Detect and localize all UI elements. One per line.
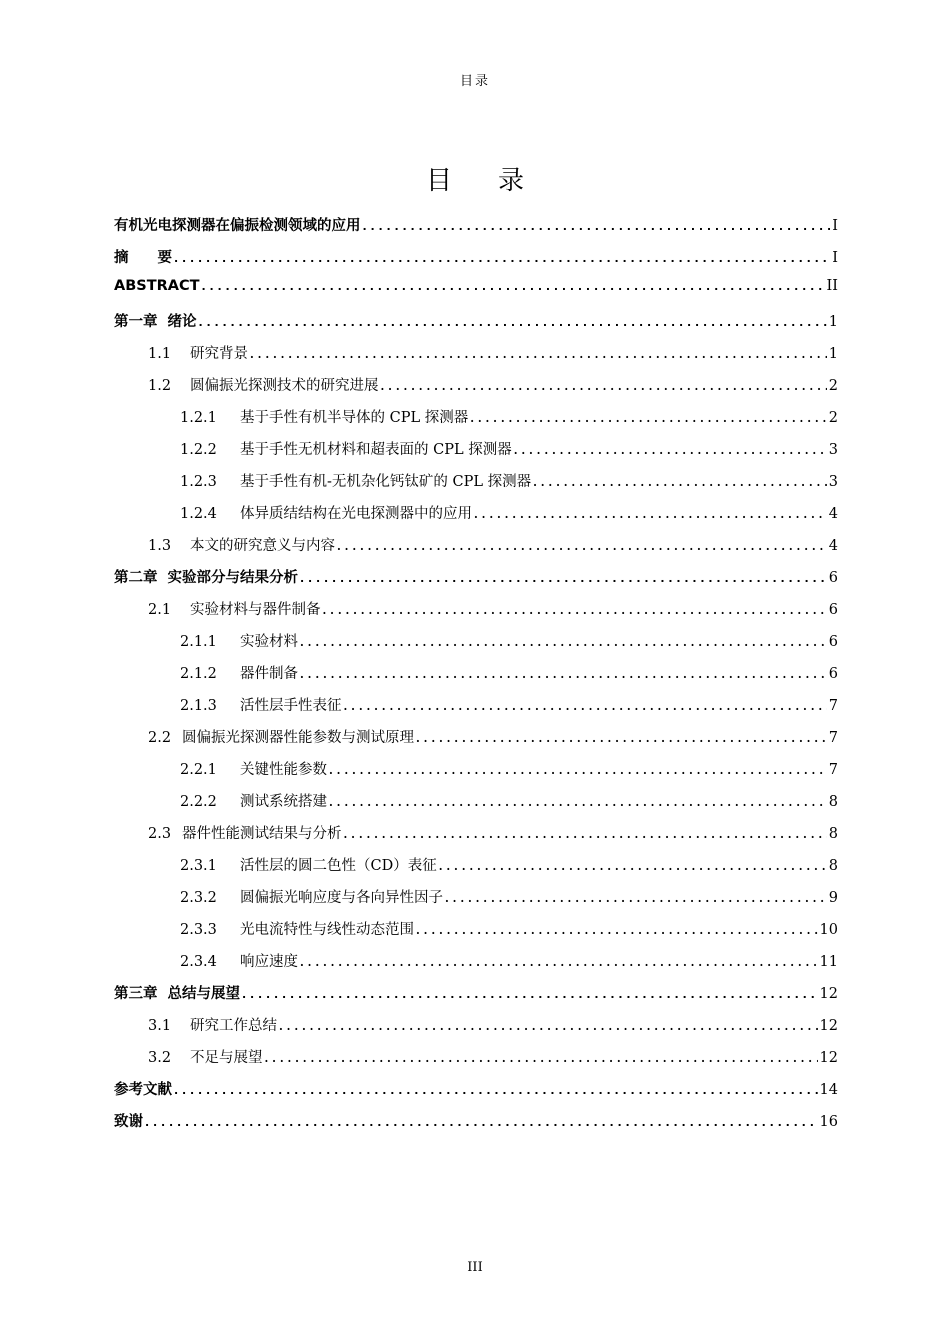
toc-dot-leader — [363, 218, 831, 234]
toc-entry-number: 2.1 — [148, 602, 172, 618]
toc-entry-number: 2.2 — [148, 730, 172, 746]
toc-dot-leader — [199, 314, 827, 330]
toc-entry[interactable] — [114, 566, 838, 598]
toc-entry-number: 2.3.4 — [180, 954, 217, 970]
toc-entry-number: 2.3.2 — [180, 890, 217, 906]
toc-entry-title: 研究工作总结 — [190, 1018, 277, 1034]
toc-entry-page: 1 — [828, 314, 838, 330]
toc-dot-leader — [470, 410, 827, 426]
toc-entry-title: 活性层的圆二色性（CD）表征 — [240, 858, 437, 874]
toc-dot-leader — [344, 826, 827, 842]
toc-entry-title: 不足与展望 — [190, 1050, 263, 1066]
toc-entry-number: 2.1.1 — [180, 634, 217, 650]
toc-entry-title: 圆偏振光探测器性能参数与测试原理 — [182, 730, 414, 746]
toc-entry[interactable] — [114, 534, 838, 566]
toc-entry[interactable] — [114, 246, 838, 278]
toc-entry[interactable] — [114, 1110, 838, 1142]
toc-dot-leader — [381, 378, 827, 394]
toc-entry-number: 1.2.1 — [180, 410, 217, 426]
toc-dot-leader — [329, 762, 827, 778]
toc-entry[interactable] — [114, 342, 838, 374]
toc-entry[interactable] — [114, 694, 838, 726]
toc-entry-number: 第二章 — [114, 570, 158, 586]
toc-entry-page: 14 — [819, 1082, 838, 1098]
toc-entry-title: 光电流特性与线性动态范围 — [240, 922, 414, 938]
toc-dot-leader — [300, 570, 827, 586]
toc-entry-page: 8 — [828, 858, 838, 874]
toc-entry-number: 1.3 — [148, 538, 172, 554]
toc-entry-number: 2.3.1 — [180, 858, 217, 874]
toc-entry-page: 12 — [819, 986, 838, 1002]
toc-entry-page: I — [832, 250, 838, 266]
toc-entry-page: 2 — [828, 378, 838, 394]
toc-entry-number: 2.3 — [148, 826, 172, 842]
toc-entry-page: I — [832, 218, 838, 234]
toc-entry-page: 6 — [828, 634, 838, 650]
toc-dot-leader — [174, 1082, 818, 1098]
toc-entry-number: 第一章 — [114, 314, 158, 330]
toc-entry[interactable] — [114, 886, 838, 918]
toc-entry-page: 6 — [828, 570, 838, 586]
toc-entry-page: 7 — [828, 698, 838, 714]
toc-entry[interactable] — [114, 1014, 838, 1046]
toc-entry-title: 体异质结结构在光电探测器中的应用 — [240, 506, 472, 522]
toc-entry[interactable] — [114, 982, 838, 1014]
toc-entry-page: 12 — [819, 1018, 838, 1034]
toc-entry-title: 绪论 — [167, 314, 197, 330]
toc-entry-number: 1.2.3 — [180, 474, 217, 490]
toc-dot-leader — [344, 698, 827, 714]
toc-entry-page: 8 — [828, 794, 838, 810]
toc-entry-number: 1.2 — [148, 378, 172, 394]
toc-dot-leader — [300, 666, 827, 682]
toc-entry-number: 2.3.3 — [180, 922, 217, 938]
toc-dot-leader — [300, 954, 818, 970]
toc-entry[interactable] — [114, 438, 838, 470]
toc-entry-page: 10 — [819, 922, 838, 938]
toc-entry-title: 有机光电探测器在偏振检测领域的应用 — [114, 218, 361, 234]
toc-entry-number: 2.1.3 — [180, 698, 217, 714]
toc-dot-leader — [202, 278, 825, 294]
toc-entry-number: 1.2.2 — [180, 442, 217, 458]
toc-entry-title: 关键性能参数 — [240, 762, 327, 778]
toc-entry[interactable] — [114, 662, 838, 694]
toc-entry-page: II — [826, 278, 838, 294]
toc-entry[interactable] — [114, 630, 838, 662]
toc-entry[interactable] — [114, 470, 838, 502]
toc-entry-title: 圆偏振光响应度与各向异性因子 — [240, 890, 443, 906]
toc-dot-leader — [323, 602, 827, 618]
table-of-contents — [114, 214, 838, 1142]
toc-entry-title: 本文的研究意义与内容 — [190, 538, 335, 554]
toc-entry-page: 7 — [828, 730, 838, 746]
page-title-right: 录 — [498, 166, 525, 196]
toc-dot-leader — [265, 1050, 818, 1066]
toc-dot-leader — [174, 250, 830, 266]
toc-entry[interactable] — [114, 310, 838, 342]
toc-dot-leader — [416, 922, 818, 938]
toc-entry[interactable] — [114, 822, 838, 854]
toc-entry-number: 2.1.2 — [180, 666, 217, 682]
toc-entry[interactable] — [114, 278, 838, 310]
toc-entry-title: 基于手性有机半导体的 CPL 探测器 — [240, 410, 469, 426]
toc-entry-title: 器件制备 — [240, 666, 298, 682]
toc-entry-title: 研究背景 — [190, 346, 248, 362]
toc-entry-title: ABSTRACT — [114, 278, 200, 294]
toc-entry-number: 2.2.1 — [180, 762, 217, 778]
toc-entry[interactable] — [114, 1046, 838, 1078]
toc-entry-page: 9 — [828, 890, 838, 906]
toc-entry-title: 摘 要 — [114, 250, 172, 266]
toc-entry-page: 12 — [819, 1050, 838, 1066]
toc-dot-leader — [250, 346, 827, 362]
toc-entry-title: 总结与展望 — [167, 986, 240, 1002]
toc-entry[interactable] — [114, 790, 838, 822]
toc-entry[interactable] — [114, 726, 838, 758]
toc-dot-leader — [242, 986, 818, 1002]
toc-entry-number: 1.1 — [148, 346, 172, 362]
toc-entry[interactable] — [114, 502, 838, 534]
toc-dot-leader — [533, 474, 827, 490]
toc-entry-title: 活性层手性表征 — [240, 698, 342, 714]
page-title-left: 目 — [425, 166, 452, 196]
toc-entry-title: 器件性能测试结果与分析 — [182, 826, 342, 842]
toc-entry-title: 实验材料 — [240, 634, 298, 650]
toc-entry-page: 4 — [828, 506, 838, 522]
toc-dot-leader — [514, 442, 827, 458]
toc-entry-title: 实验部分与结果分析 — [167, 570, 298, 586]
toc-entry[interactable] — [114, 918, 838, 950]
toc-entry[interactable] — [114, 854, 838, 886]
toc-entry-number: 3.1 — [148, 1018, 172, 1034]
toc-dot-leader — [416, 730, 827, 746]
toc-entry-number: 第三章 — [114, 986, 158, 1002]
toc-entry-title: 实验材料与器件制备 — [190, 602, 321, 618]
toc-entry-number: 1.2.4 — [180, 506, 217, 522]
toc-entry[interactable] — [114, 1078, 838, 1110]
toc-dot-leader — [145, 1114, 818, 1130]
toc-entry-page: 2 — [828, 410, 838, 426]
toc-entry-page: 7 — [828, 762, 838, 778]
page-number: III — [467, 1260, 483, 1275]
toc-entry-page: 3 — [828, 474, 838, 490]
toc-dot-leader — [337, 538, 827, 554]
toc-entry[interactable] — [114, 406, 838, 438]
toc-entry-page: 6 — [828, 666, 838, 682]
running-header: 目录 — [459, 74, 490, 89]
toc-entry-page: 8 — [828, 826, 838, 842]
toc-entry-page: 3 — [828, 442, 838, 458]
toc-entry-page: 16 — [819, 1114, 838, 1130]
toc-entry[interactable] — [114, 214, 838, 246]
toc-entry[interactable] — [114, 758, 838, 790]
toc-entry-title: 测试系统搭建 — [240, 794, 327, 810]
toc-entry-page: 6 — [828, 602, 838, 618]
toc-dot-leader — [279, 1018, 818, 1034]
toc-dot-leader — [474, 506, 827, 522]
toc-dot-leader — [329, 794, 827, 810]
toc-dot-leader — [300, 634, 827, 650]
toc-entry-title: 响应速度 — [240, 954, 298, 970]
toc-entry-number: 2.2.2 — [180, 794, 217, 810]
toc-entry-page: 4 — [828, 538, 838, 554]
toc-entry-page: 1 — [828, 346, 838, 362]
toc-dot-leader — [445, 890, 827, 906]
toc-entry-page: 11 — [819, 954, 838, 970]
toc-entry-title: 致谢 — [114, 1114, 143, 1130]
toc-entry-title: 圆偏振光探测技术的研究进展 — [190, 378, 379, 394]
toc-dot-leader — [439, 858, 827, 874]
toc-entry-title: 参考文献 — [114, 1082, 172, 1098]
toc-entry[interactable] — [114, 598, 838, 630]
page-title — [0, 160, 950, 197]
toc-entry[interactable] — [114, 950, 838, 982]
toc-entry-title: 基于手性无机材料和超表面的 CPL 探测器 — [240, 442, 512, 458]
toc-entry-title: 基于手性有机-无机杂化钙钛矿的 CPL 探测器 — [240, 474, 532, 490]
toc-entry[interactable] — [114, 374, 838, 406]
toc-entry-number: 3.2 — [148, 1050, 172, 1066]
